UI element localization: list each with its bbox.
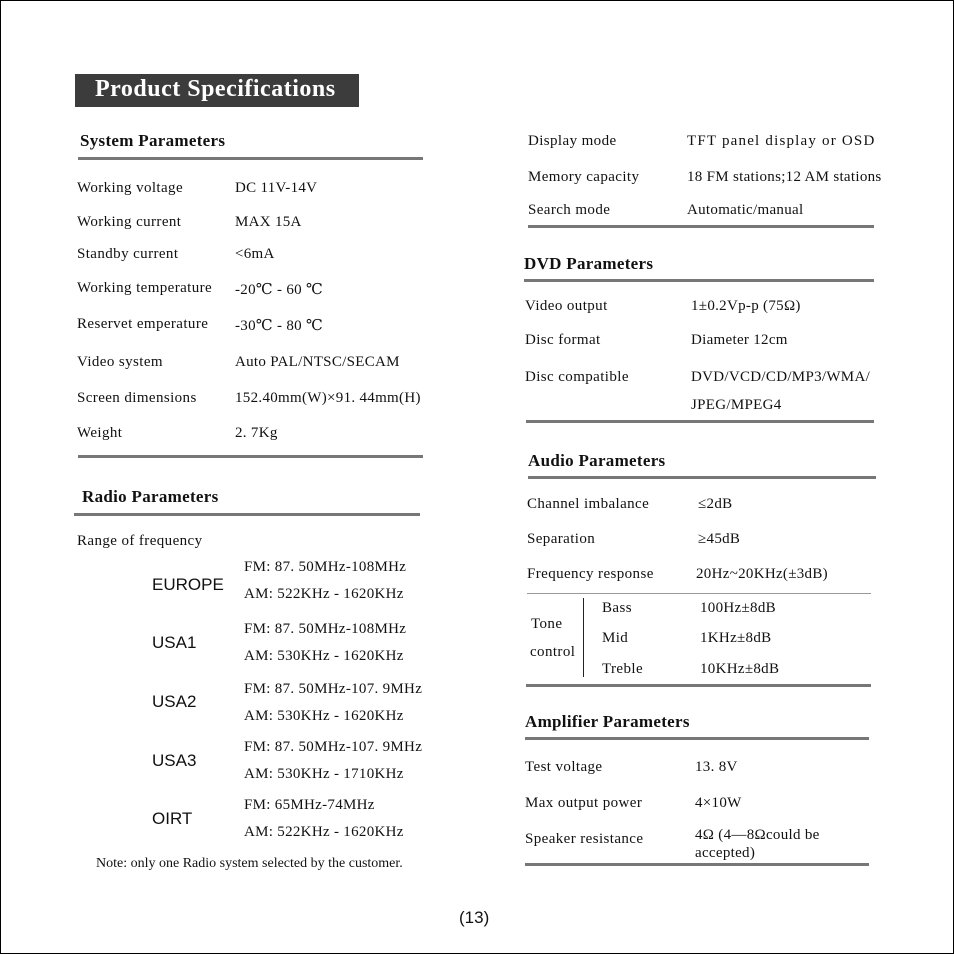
audio-value: ≤2dB — [698, 496, 733, 512]
tone-item-value: 1KHz±8dB — [700, 630, 772, 646]
tone-label: Tone — [531, 616, 563, 632]
radio-am: AM: 530KHz - 1620KHz — [244, 648, 404, 664]
system-heading-rule — [78, 157, 423, 160]
dvd-value: Diameter 12cm — [691, 332, 788, 348]
radio-fm: FM: 87. 50MHz-107. 9MHz — [244, 681, 423, 697]
dvd-value: DVD/VCD/CD/MP3/WMA/ — [691, 369, 871, 385]
page-number: (13) — [459, 908, 490, 927]
radio-fm: FM: 87. 50MHz-108MHz — [244, 559, 407, 575]
audio-label: Separation — [527, 531, 596, 547]
radio-region-name: USA1 — [152, 633, 197, 652]
dvd-heading-rule — [524, 279, 874, 282]
system-value: <6mA — [235, 246, 275, 262]
dvd-value-cont: JPEG/MPEG4 — [691, 397, 782, 413]
system-label: Working temperature — [77, 280, 213, 296]
radio-fm: FM: 65MHz-74MHz — [244, 797, 375, 813]
radio-region-name: EUROPE — [152, 575, 224, 594]
system-label: Video system — [77, 354, 163, 370]
system-value: 152.40mm(W)×91. 44mm(H) — [235, 390, 421, 406]
page-title: Product Specifications — [95, 76, 336, 102]
dvd-bottom-rule — [526, 420, 874, 423]
tone-top-line — [527, 593, 871, 594]
display-value: TFT panel display or OSD — [687, 133, 876, 149]
amplifier-value: 13. 8V — [695, 759, 738, 775]
radio-region-name: USA3 — [152, 751, 197, 770]
dvd-label: Disc compatible — [525, 369, 629, 385]
radio-heading: Radio Parameters — [82, 487, 219, 506]
amplifier-bottom-rule — [525, 863, 869, 866]
amplifier-label: Test voltage — [525, 759, 603, 775]
tone-item-value: 10KHz±8dB — [700, 661, 780, 677]
system-value: DC 11V-14V — [235, 180, 318, 196]
dvd-label: Video output — [525, 298, 608, 314]
display-value: Automatic/manual — [687, 202, 804, 218]
system-label: Weight — [77, 425, 123, 441]
dvd-heading: DVD Parameters — [524, 254, 654, 273]
display-label: Search mode — [528, 202, 611, 218]
display-label: Display mode — [528, 133, 617, 149]
system-label: Working current — [77, 214, 182, 230]
amplifier-label: Max output power — [525, 795, 643, 811]
system-value: Auto PAL/NTSC/SECAM — [235, 354, 400, 370]
radio-note: Note: only one Radio system selected by the customer. — [96, 856, 403, 871]
radio-range-label: Range of frequency — [77, 533, 203, 549]
system-label: Working voltage — [77, 180, 184, 196]
radio-heading-rule — [74, 513, 420, 516]
system-value: MAX 15A — [235, 214, 302, 230]
amplifier-label: Speaker resistance — [525, 831, 644, 847]
audio-label: Channel imbalance — [527, 496, 650, 512]
audio-bottom-rule — [526, 684, 871, 687]
amplifier-heading: Amplifier Parameters — [525, 712, 690, 731]
system-value: -30℃ - 80 ℃ — [235, 318, 324, 334]
tone-label: control — [530, 644, 576, 660]
radio-am: AM: 530KHz - 1710KHz — [244, 766, 404, 782]
audio-value: ≥45dB — [698, 531, 741, 547]
radio-fm: FM: 87. 50MHz-107. 9MHz — [244, 739, 423, 755]
audio-heading: Audio Parameters — [528, 451, 666, 470]
amplifier-value: 4Ω (4—8Ωcould be — [695, 827, 820, 843]
amplifier-heading-rule — [525, 737, 869, 740]
dvd-label: Disc format — [525, 332, 601, 348]
system-heading: System Parameters — [80, 131, 226, 150]
radio-am: AM: 522KHz - 1620KHz — [244, 824, 404, 840]
audio-heading-rule — [528, 476, 876, 479]
audio-value: 20Hz~20KHz(±3dB) — [696, 566, 828, 582]
display-bottom-rule — [528, 225, 874, 228]
tone-divider — [583, 598, 584, 677]
tone-item-name: Mid — [602, 630, 629, 646]
system-value: 2. 7Kg — [235, 425, 278, 441]
dvd-value: 1±0.2Vp-p (75Ω) — [691, 298, 801, 314]
radio-region-name: USA2 — [152, 692, 197, 711]
display-value: 18 FM stations;12 AM stations — [687, 169, 882, 185]
radio-am: AM: 522KHz - 1620KHz — [244, 586, 404, 602]
display-label: Memory capacity — [528, 169, 640, 185]
system-label: Reservet emperature — [77, 316, 209, 332]
amplifier-value-cont: accepted) — [695, 845, 756, 861]
tone-item-value: 100Hz±8dB — [700, 600, 776, 616]
system-value: -20℃ - 60 ℃ — [235, 282, 324, 298]
audio-label: Frequency response — [527, 566, 654, 582]
radio-am: AM: 530KHz - 1620KHz — [244, 708, 404, 724]
tone-item-name: Treble — [602, 661, 644, 677]
system-label: Screen dimensions — [77, 390, 197, 406]
amplifier-value: 4×10W — [695, 795, 742, 811]
tone-item-name: Bass — [602, 600, 632, 616]
radio-fm: FM: 87. 50MHz-108MHz — [244, 621, 407, 637]
page-title-bar — [75, 74, 359, 107]
radio-region-name: OIRT — [152, 809, 193, 828]
system-bottom-rule — [78, 455, 423, 458]
system-label: Standby current — [77, 246, 179, 262]
